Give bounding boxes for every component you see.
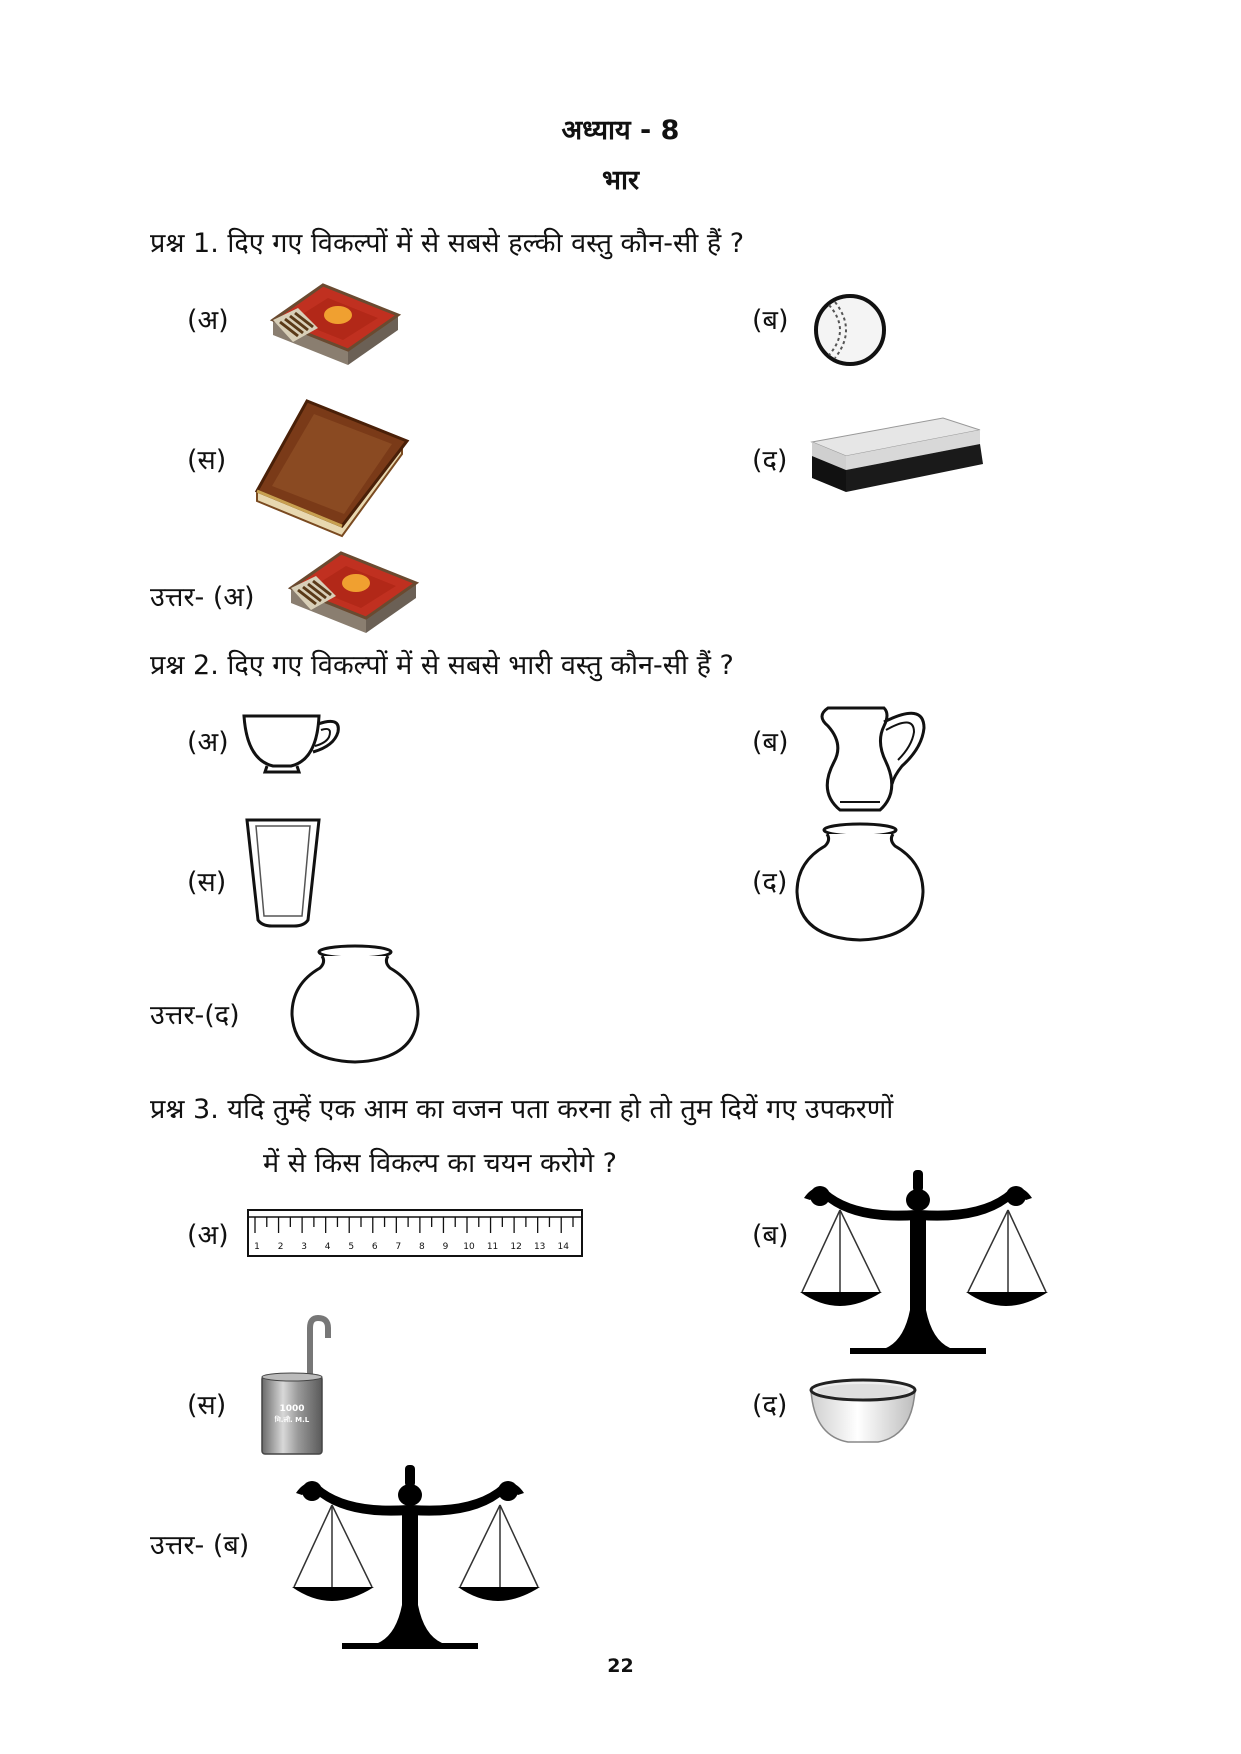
ruler-number: 1 [254, 1242, 260, 1252]
q3-option-c-label: (स) [187, 1390, 227, 1421]
q2-option-d-label: (द) [752, 867, 788, 898]
question-3-answer: उत्तर- (ब) [150, 1530, 250, 1561]
ruler-number: 14 [557, 1242, 569, 1252]
bowl-icon [808, 1378, 918, 1448]
ruler-number: 9 [442, 1242, 449, 1252]
matchbox-answer-icon [286, 548, 421, 633]
chapter-title: भार [601, 165, 640, 196]
jug-icon [814, 702, 934, 814]
question-3-text-line-1: प्रश्न 3. यदि तुम्हें एक आम का वजन पता करना हो तो तुम दियें गए उपकरणों [150, 1094, 894, 1125]
q1-option-b-label: (ब) [752, 305, 789, 336]
question-2-answer: उत्तर-(द) [150, 1000, 240, 1031]
ruler-number: 11 [486, 1242, 499, 1252]
question-1-text: प्रश्न 1. दिए गए विकल्पों में से सबसे हल्की वस्तु कौन-सी हैं ? [150, 228, 745, 259]
balance-scale-answer-icon [292, 1465, 547, 1665]
chapter-heading: अध्याय - 8 [561, 115, 680, 146]
ball-icon [811, 293, 889, 367]
question-3-text-line-2: में से किस विकल्प का चयन करोगे ? [263, 1148, 617, 1179]
ruler-number: 8 [419, 1242, 425, 1252]
question-2-text: प्रश्न 2. दिए गए विकल्पों में से सबसे भारी वस्तु कौन-सी हैं ? [150, 650, 734, 681]
pot-icon [795, 822, 925, 942]
q1-option-c-label: (स) [187, 445, 227, 476]
ruler-number: 5 [348, 1242, 355, 1252]
question-1-answer: उत्तर- (अ) [150, 582, 255, 613]
ruler-number: 4 [324, 1242, 331, 1252]
q2-option-a-label: (अ) [187, 727, 229, 758]
mug-unit-text: मि.ली. M.L [274, 1416, 310, 1424]
ruler-icon [247, 1209, 583, 1257]
q3-option-a-label: (अ) [187, 1220, 229, 1251]
ruler-number: 6 [371, 1242, 378, 1252]
q1-option-a-label: (अ) [187, 305, 229, 336]
q3-option-d-label: (द) [752, 1390, 788, 1421]
mug-capacity-text: 1000 [279, 1404, 305, 1414]
pot-answer-icon [290, 944, 420, 1064]
cup-icon [241, 710, 343, 774]
page-number: 22 [607, 1655, 634, 1677]
ruler-number: 2 [277, 1242, 284, 1252]
q1-option-d-label: (द) [752, 445, 788, 476]
balance-scale-icon [800, 1170, 1055, 1370]
ruler-number: 12 [510, 1242, 522, 1252]
q3-option-b-label: (ब) [752, 1220, 789, 1251]
q2-option-c-label: (स) [187, 867, 227, 898]
glass-icon [244, 816, 322, 930]
q2-option-b-label: (ब) [752, 727, 789, 758]
ruler-number: 7 [395, 1242, 402, 1252]
ruler-number: 13 [533, 1242, 546, 1252]
matchbox-icon [268, 280, 403, 365]
book-icon [252, 396, 412, 531]
measuring-mug-icon [260, 1316, 340, 1458]
ruler-number: 10 [463, 1242, 475, 1252]
duster-icon [808, 412, 983, 494]
ruler-number: 3 [301, 1242, 307, 1252]
